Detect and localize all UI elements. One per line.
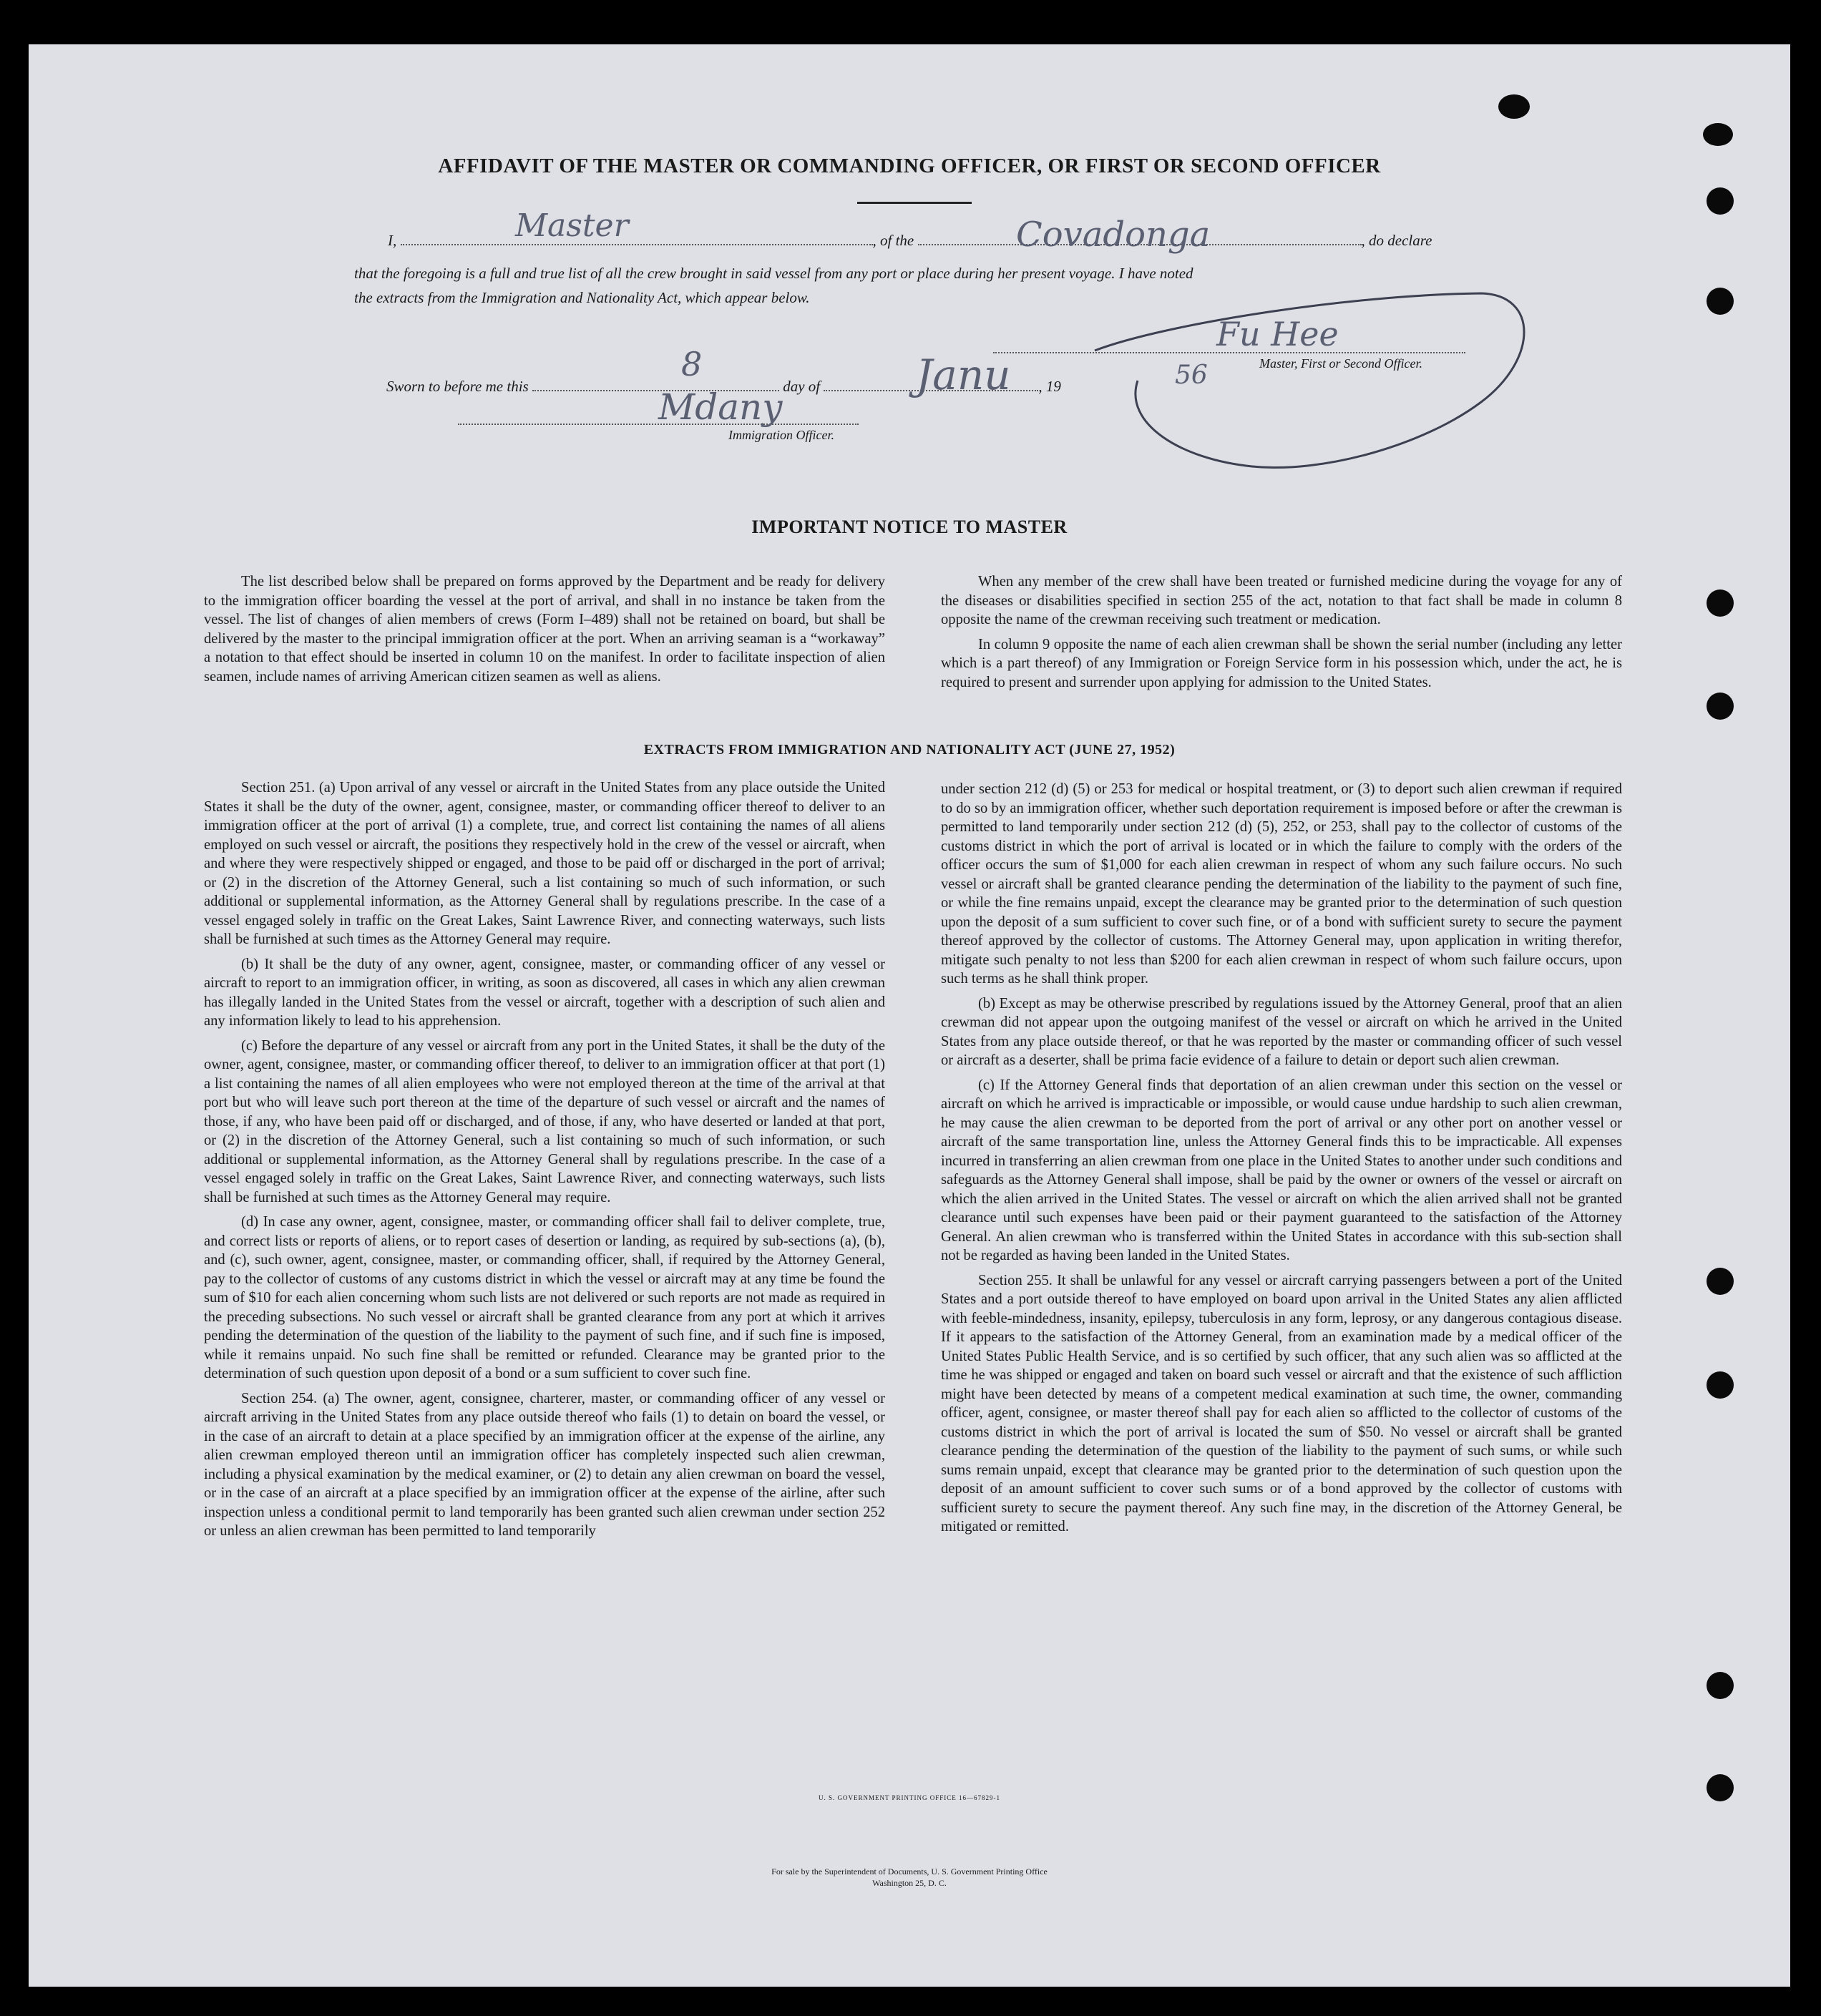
footer <box>29 1866 1790 1889</box>
do-declare-label: , do declare <box>1361 232 1432 249</box>
section-251-a: Section 251. (a) Upon arrival of any vessel or aircraft in the United States from any place outside the United States it shall be the duty of the owner, agent, consignee, master, or commanding officer thereof to deliver to an immigration officer at the port of arrival (1) a complete, true, and correct list containing the names of all aliens employed on such vessel or aircraft, the positions they respectively hold in the crew of the vessel or aircraft, when and where they were respectively shipped or engaged, and those to be paid off or discharged in the port of arrival; or (2) in the discretion of the Attorney General, such a list containing so much of such information, or such additional or supplemental information, as the Attorney General shall by regulations prescribe. In the case of a vessel engaged solely in traffic on the Great Lakes, Saint Lawrence River, and connecting waterways, such lists shall be furnished at such times as the Attorney General may require. <box>204 780 885 947</box>
binder-hole <box>1707 1774 1734 1801</box>
handwritten-month: Janu <box>916 351 1011 399</box>
immigration-officer-caption: Immigration Officer. <box>728 428 834 442</box>
officer-caption: Master, First or Second Officer. <box>1259 356 1422 371</box>
section-254-c: (c) If the Attorney General finds that deportation of an alien crewman under this section on the vessel or aircraft on which he arrived is impracticable or impossible, or would cause undue hardship to such alien crewman, he may cause the alien crewman to be deported from the port of arrival or any other port on another vessel or aircraft of the same transportation line, unless the Attorney General finds this to be impracticable. All expenses incurred in transferring an alien crewman from one place in the United States to another under such conditions and safeguards as the Attorney General shall impose, shall be paid by the owner or owners of the vessel or aircraft on which the alien arrived in the United States. The vessel or aircraft on which the alien arrived shall not be granted clearance until such expenses have been paid or their payment guaranteed to the satisfaction of the Attorney General. An alien crewman who is transferred within the United States in accordance with this sub-section shall not be regarded as having been landed in the United States. <box>941 1077 1622 1263</box>
binder-hole <box>1498 94 1530 119</box>
binder-hole <box>1707 589 1734 617</box>
binder-hole <box>1703 123 1733 146</box>
section-254-a: Section 254. (a) The owner, agent, consignee, charterer, master, or commanding officer of any vessel or aircraft arriving in the United States from any place outside thereof who fails (1) to detain on board the vessel, or in the case of an aircraft to detain at a place specified by an immigration officer at the expense of the airline, any alien crewman employed thereon until an immigration officer has completely inspected such alien crewman, including a physical examination by the medical examiner, or (2) to detain any alien crewman on board the vessel, or in the case of an aircraft at a place specified by an immigration officer at the expense of the airline, after such inspection unless a conditional permit to land temporarily has been granted such alien crewman under section 252 or unless an alien crewman has been permitted to land temporarily <box>204 1390 885 1539</box>
handwritten-vessel-name: Covadonga <box>1016 215 1211 255</box>
i-label: I, <box>388 232 397 249</box>
binder-hole <box>1707 1371 1734 1399</box>
notice-left-paragraph: The list described below shall be prepared on forms approved by the Department and be ready for delivery to the immigration officer boarding the vessel at the port of arrival, and shall in no instance be taken from the vessel. The list of changes of alien members of crews (Form I–489) shall not be retained on board, but shall be delivered by the master to the principal immigration officer at the port. When an arriving seaman is a “workaway” a notation to that effect should be inserted in column 10 on the manifest. In order to facilitate inspection of alien seamen, include names of arriving American citizen seamen as well as aliens. <box>204 574 885 685</box>
notice-right-column <box>941 572 1622 698</box>
notice-right-paragraph-1: When any member of the crew shall have been treated or furnished medicine during the voyage for any of the diseases or disabilities specified in section 255 of the act, notation to that fact shall be made in column 8 opposite the name of the crewman receiving such treatment or medication. <box>941 574 1622 627</box>
year-prefix: , 19 <box>1038 378 1061 395</box>
name-blank <box>401 244 873 245</box>
of-the-label: , of the <box>872 232 914 249</box>
handwritten-immigration-officer-signature: Mdany <box>658 386 783 428</box>
binder-hole <box>1707 1672 1734 1699</box>
handwritten-master-name: Master <box>515 207 629 244</box>
binder-hole <box>1707 187 1734 215</box>
handwritten-day: 8 <box>681 345 703 383</box>
extracts-title: EXTRACTS FROM IMMIGRATION AND NATIONALITY ACT (JUNE 27, 1952) <box>643 742 1176 758</box>
binder-hole <box>1707 693 1734 720</box>
handwritten-year: 56 <box>1175 361 1208 390</box>
declaration-line-2: the extracts from the Immigration and Nationality Act, which appear below. <box>354 289 810 306</box>
handwritten-officer-signature: Fu Hee <box>1216 315 1339 353</box>
section-254-b: (b) Except as may be otherwise prescribed by regulations issued by the Attorney General, proof that an alien crewman did not appear upon the outgoing manifest of the vessel or aircraft on which he arrived in the United States from any place outside thereof, or that he was reported by the master or commanding officer of such vessel or aircraft as a deserter, shall be prima facie evidence of a failure to detain or deport such alien crewman. <box>941 995 1622 1068</box>
footer-line-2: Washington 25, D. C. <box>872 1878 947 1888</box>
title-underline <box>857 202 972 204</box>
printer-line: U. S. GOVERNMENT PRINTING OFFICE 16—67829-1 <box>818 1794 1001 1801</box>
sworn-label: Sworn to before me this <box>386 378 529 395</box>
extracts-right-column <box>941 780 1622 1542</box>
affidavit-title: AFFIDAVIT OF THE MASTER OR COMMANDING OFFICER, OR FIRST OR SECOND OFFICER <box>438 155 1381 177</box>
section-251-b: (b) It shall be the duty of any owner, agent, consignee, master, or commanding officer of any vessel or aircraft to report to an immigration officer, in writing, as soon as discovered, all cases in which any alien crewman has illegally landed in the United States from the vessel or aircraft, together with a description of such alien and any information likely to lead to his apprehension. <box>204 956 885 1029</box>
notice-title: IMPORTANT NOTICE TO MASTER <box>751 517 1068 537</box>
notice-right-paragraph-2: In column 9 opposite the name of each alien crewman shall be shown the serial number (including any letter which is a part thereof) of any Immigration or Foreign Service form in his possession which, under the act, he is required to present and surrender upon applying for admission to the United States. <box>941 636 1622 690</box>
section-251-c: (c) Before the departure of any vessel or aircraft from any port in the United States, it shall be the duty of the owner, agent, consignee, master, or commanding officer thereof, to deliver to an immigration officer at that port (1) a list containing the names of all alien employees who were not employed thereon at the time of the arrival at that port but who will leave such port thereon at the time of the departure of such vessel or aircraft and the names of those, if any, who have been paid off or discharged, and of those, if any, who have deserted or landed at that port, or (2) in the discretion of the Attorney General, such a list containing so much of such information, or such additional or supplemental information, as the Attorney General shall by regulations prescribe. In the case of a vessel engaged solely in traffic on the Great Lakes, Saint Lawrence River, and connecting waterways, such lists shall be furnished at such times as the Attorney General may require. <box>204 1037 885 1205</box>
notice-left-column <box>204 572 885 692</box>
binder-hole <box>1707 288 1734 315</box>
section-251-d: (d) In case any owner, agent, consignee, master, or commanding officer shall fail to deliver complete, true, and correct lists or reports of aliens, or to report cases of desertion or landing, as required by sub-sections (a), (b), and (c), such owner, agent, consignee, master, or commanding officer, shall, if required by the Attorney General, pay to the collector of customs of any customs district in which the vessel or aircraft may at any time be found the sum of $10 for each alien concerning whom such lists are not delivered or such reports are not made as required in the preceding subsections. No such vessel or aircraft shall be granted clearance from any port at which it arrives pending the determination of the question of the liability to the payment of such fine, and if such fine is imposed, while it remains unpaid. No such fine shall be remitted or refunded. Clearance may be granted prior to the determination of such question upon deposit of a bond or a sum sufficient to cover such fine. <box>204 1214 885 1381</box>
binder-hole <box>1707 1268 1734 1295</box>
footer-line-1: For sale by the Superintendent of Documents, U. S. Government Printing Office <box>771 1866 1048 1876</box>
document-page <box>29 44 1790 1987</box>
section-254-a-continued: under section 212 (d) (5) or 253 for medical or hospital treatment, or (3) to deport such alien crewman if required to do so by an immigration officer, whether such deportation requirement is imposed before or after the crewman is permitted to land temporarily under section 212 (d) (5), 252, or 253, shall pay to the collector of customs of the customs district in which the port of arrival is located or in which the failure to comply with the orders of the officer occurs the sum of $1,000 for each alien crewman in respect of whom any such failure occurs. No such vessel or aircraft shall be granted clearance pending the determination of the liability to the payment of such fine, or while the fine remains unpaid, except the clearance may be granted prior to the determination of such question upon the deposit of a sum sufficient to cover such fine, or of a bond with sufficient surety to secure the payment thereof approved by the collector of customs. The Attorney General may, upon application in writing therefor, mitigate such penalty to not less than $200 for each alien crewman in respect of whom such failure occurs, upon such terms as he shall think proper. <box>941 781 1622 987</box>
extracts-left-column <box>204 778 885 1547</box>
section-255: Section 255. It shall be unlawful for any vessel or aircraft carrying passengers between a port of the United States and a port outside thereof to have employed on board upon arrival in the United States any alien afflicted with feeble-mindedness, insanity, epilepsy, tuberculosis in any form, leprosy, or any dangerous contagious disease. If it appears to the satisfaction of the Attorney General, from an examination made by a medical officer of the United States Public Health Service, and is so certified by such officer, that any such alien was so afflicted at the time he was shipped or engaged and taken on board such vessel or aircraft and that the existence of such affliction might have been detected by means of a competent medical examination at such time, the owner, commanding officer, agent, consignee, or master thereof shall pay for each alien so afflicted to the collector of customs of the customs district in which the port of arrival is located the sum of $50. No vessel or aircraft shall be granted clearance pending the determination of the question of the liability to the payment of such sums, or while such sums remain unpaid, except that clearance may be granted prior to the determination of such question upon the deposit of an amount sufficient to cover such sums or of a bond approved by the collector of customs with sufficient surety to secure the payment thereof. Any such fine may, in the discretion of the Attorney General, be mitigated or remitted. <box>941 1272 1622 1535</box>
declaration-line-1: that the foregoing is a full and true list of all the crew brought in said vessel from any port or place during her present voyage. I have noted <box>354 265 1193 282</box>
day-of-label: day of <box>783 378 821 395</box>
